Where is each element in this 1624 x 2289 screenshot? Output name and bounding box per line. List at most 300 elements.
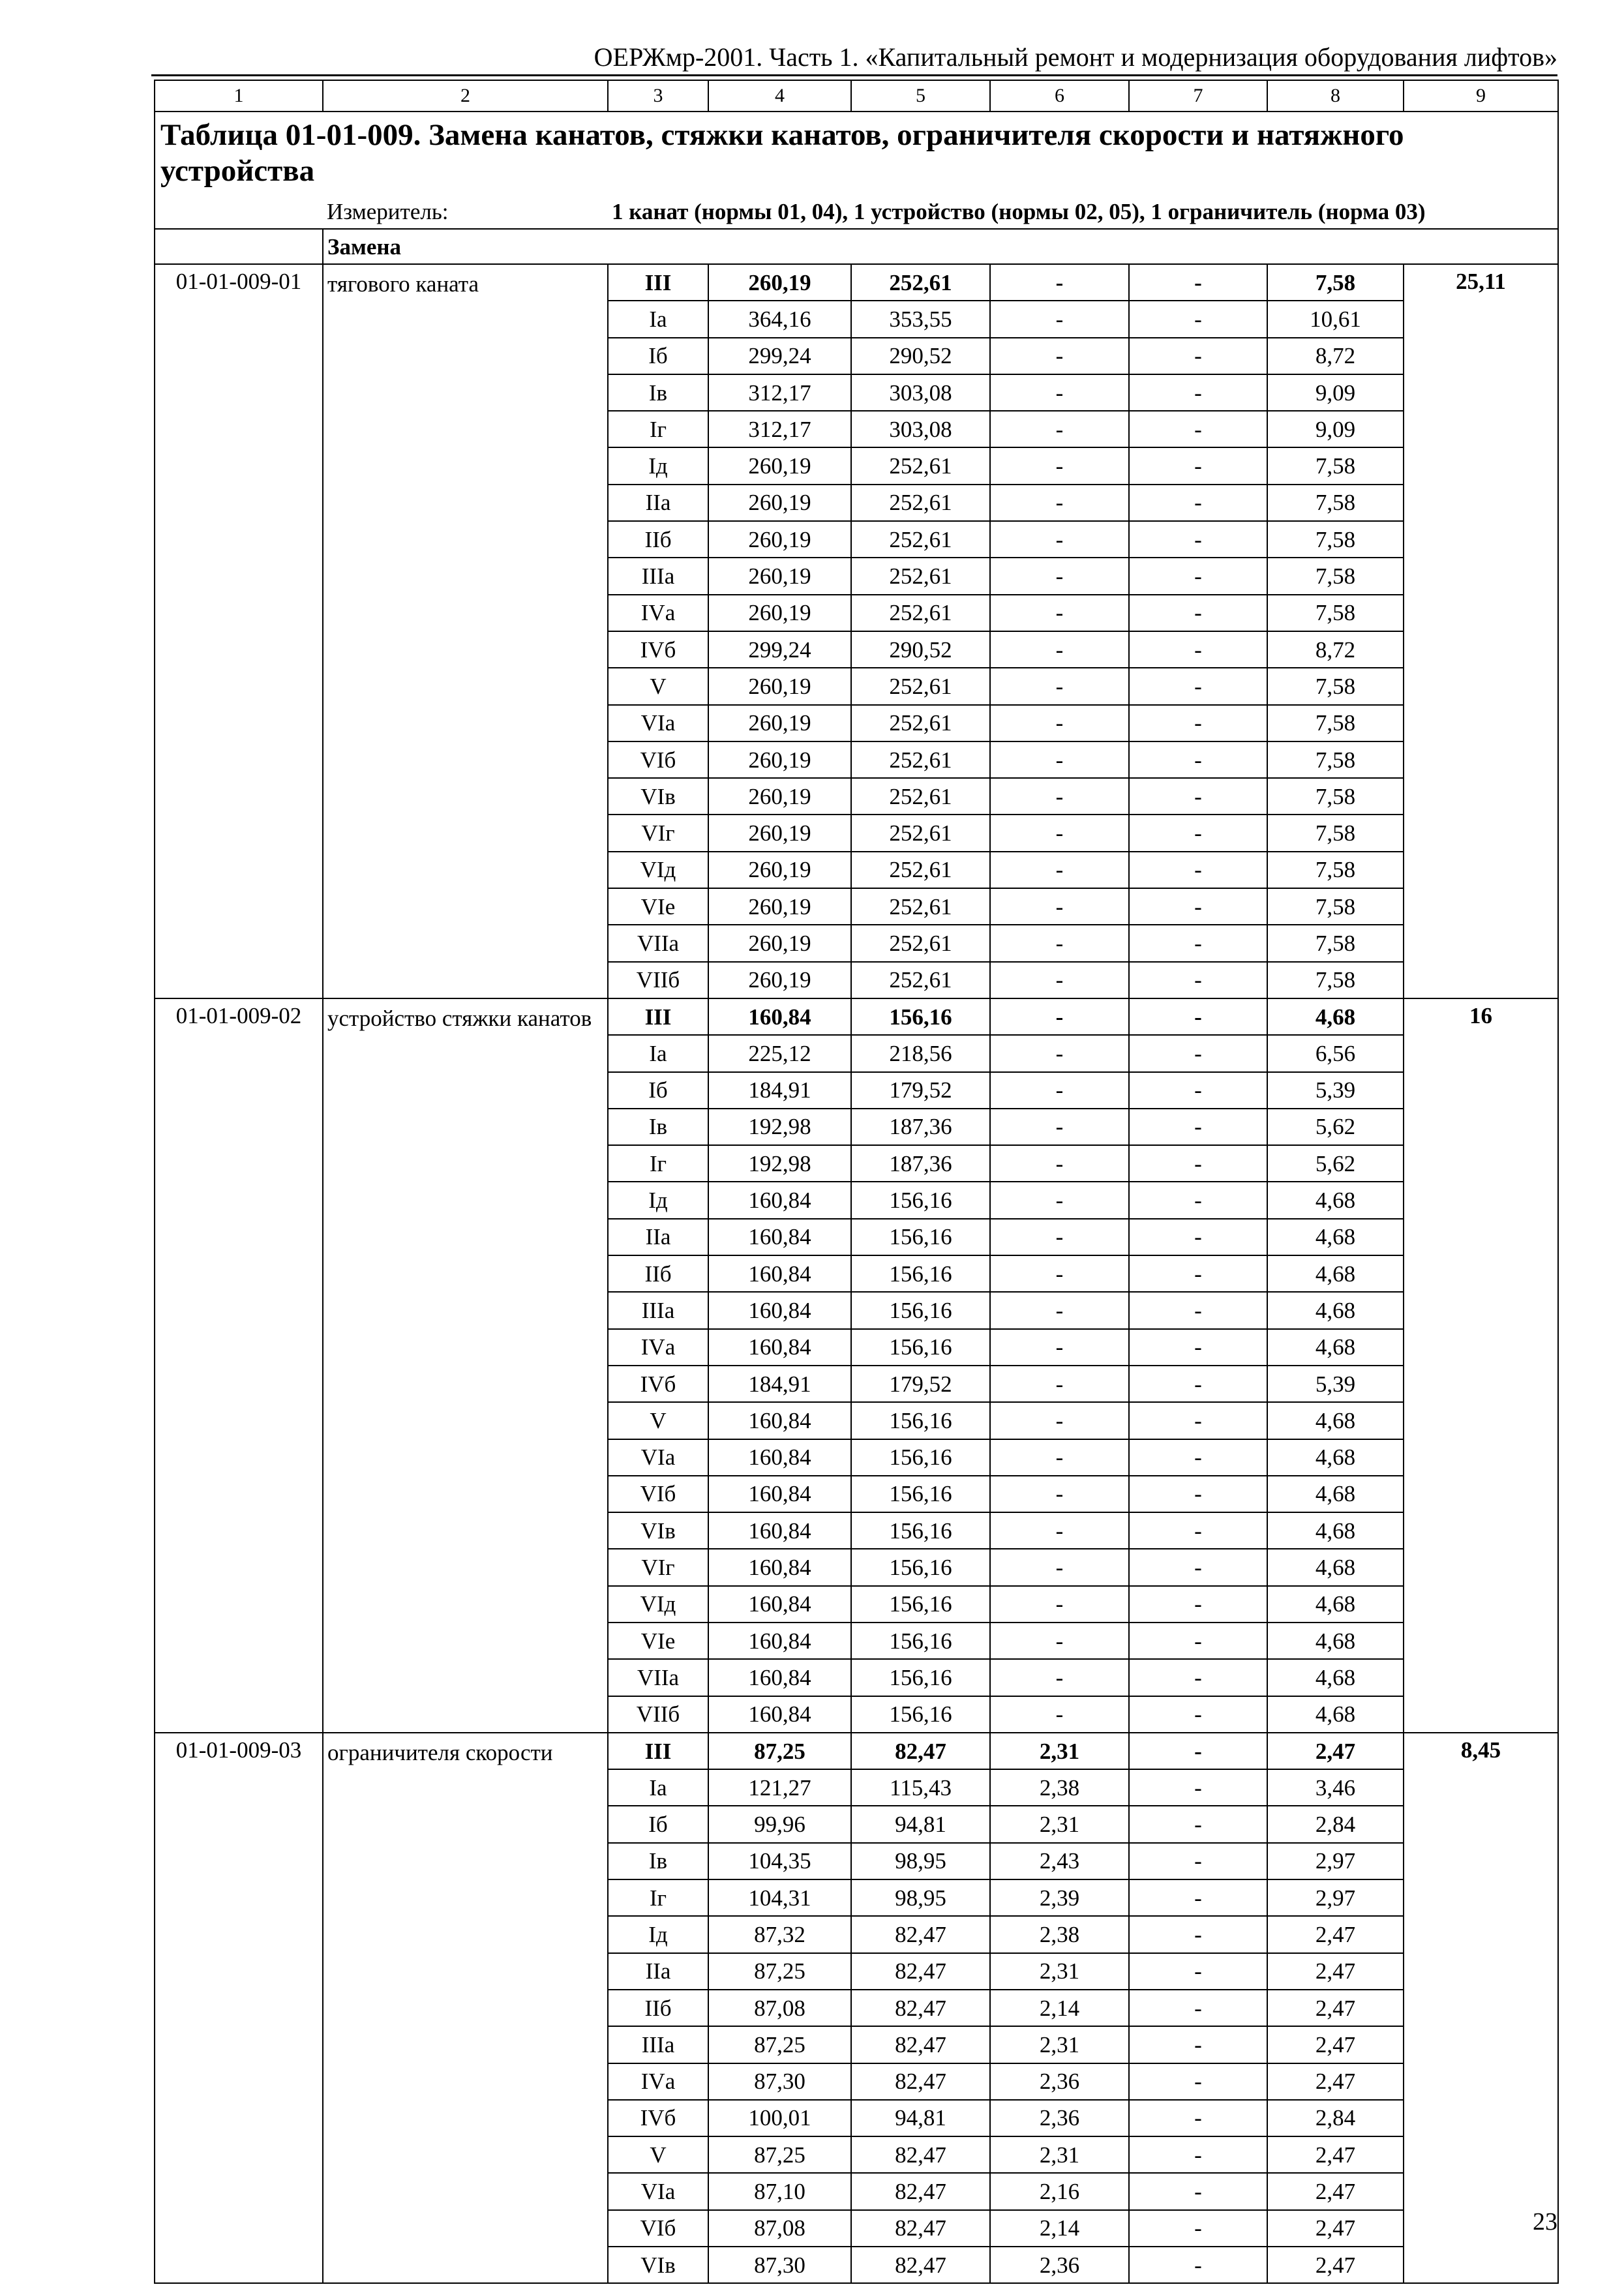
machines-cell: -	[990, 888, 1129, 925]
materials-cell: 7,58	[1267, 852, 1404, 888]
materials-cell: 2,47	[1267, 2026, 1404, 2063]
machines-cell: -	[990, 1219, 1129, 1255]
wages-cell: 115,43	[851, 1769, 990, 1806]
column-number: 9	[1404, 80, 1558, 112]
zone-cell: VIIа	[608, 1659, 708, 1696]
machines-cell: -	[990, 1402, 1129, 1439]
wages-cell: 82,47	[851, 1916, 990, 1952]
column-number: 2	[323, 80, 608, 112]
zone-cell: Iг	[608, 1145, 708, 1182]
machines-cell: -	[990, 1696, 1129, 1733]
wages-cell: 82,47	[851, 2026, 990, 2063]
machines-cell: -	[990, 631, 1129, 668]
column-number: 5	[851, 80, 990, 112]
machines-cell: 2,31	[990, 2026, 1129, 2063]
cost-total-cell: 99,96	[708, 1806, 851, 1842]
machines-cell: -	[990, 264, 1129, 301]
cost-total-cell: 104,35	[708, 1843, 851, 1879]
zone-cell: VIг	[608, 1549, 708, 1585]
materials-cell: 4,68	[1267, 1696, 1404, 1733]
zone-cell: VIб	[608, 2210, 708, 2247]
zone-cell: IIа	[608, 1219, 708, 1255]
wages-cell: 290,52	[851, 631, 990, 668]
cost-total-cell: 87,30	[708, 2247, 851, 2283]
wages-cell: 252,61	[851, 778, 990, 815]
cost-total-cell: 260,19	[708, 668, 851, 704]
machinists-wages-cell: -	[1129, 852, 1267, 888]
materials-cell: 7,58	[1267, 668, 1404, 704]
machinists-wages-cell: -	[1129, 1696, 1267, 1733]
cost-total-cell: 260,19	[708, 815, 851, 851]
labor-cost-cell: 8,45	[1404, 1733, 1558, 2283]
zone-cell: IVб	[608, 1366, 708, 1402]
norms-table	[154, 80, 1559, 2284]
zone-cell: Iб	[608, 338, 708, 374]
zone-cell: Iг	[608, 411, 708, 447]
zone-cell: VIг	[608, 815, 708, 851]
cost-total-cell: 87,25	[708, 2026, 851, 2063]
materials-cell: 4,68	[1267, 1659, 1404, 1696]
zone-cell: IIIа	[608, 2026, 708, 2063]
cost-total-cell: 160,84	[708, 1329, 851, 1366]
materials-cell: 4,68	[1267, 1329, 1404, 1366]
machinists-wages-cell: -	[1129, 631, 1267, 668]
norm-code: 01-01-009-03	[155, 1733, 323, 2283]
zone-cell: IIIа	[608, 1292, 708, 1328]
wages-cell: 179,52	[851, 1072, 990, 1109]
machines-cell: -	[990, 1439, 1129, 1476]
zone-cell: IIб	[608, 521, 708, 558]
machinists-wages-cell: -	[1129, 2026, 1267, 2063]
machinists-wages-cell: -	[1129, 1733, 1267, 1769]
zone-cell: VIд	[608, 852, 708, 888]
materials-cell: 4,68	[1267, 1402, 1404, 1439]
machines-cell: -	[990, 1549, 1129, 1585]
wages-cell: 98,95	[851, 1843, 990, 1879]
zone-cell: Iд	[608, 447, 708, 484]
materials-cell: 7,58	[1267, 741, 1404, 778]
zone-cell: Iа	[608, 1035, 708, 1071]
materials-cell: 5,39	[1267, 1072, 1404, 1109]
machinists-wages-cell: -	[1129, 741, 1267, 778]
norm-name: тягового каната	[323, 264, 608, 998]
machines-cell: -	[990, 1145, 1129, 1182]
norm-code: 01-01-009-02	[155, 998, 323, 1733]
machinists-wages-cell: -	[1129, 1549, 1267, 1585]
column-number-row	[155, 80, 1558, 112]
materials-cell: 7,58	[1267, 815, 1404, 851]
zone-cell: VIб	[608, 741, 708, 778]
machines-cell: -	[990, 595, 1129, 631]
cost-total-cell: 160,84	[708, 1549, 851, 1585]
zone-cell: IVа	[608, 1329, 708, 1366]
machines-cell: -	[990, 815, 1129, 851]
machinists-wages-cell: -	[1129, 1476, 1267, 1512]
materials-cell: 5,39	[1267, 1366, 1404, 1402]
machinists-wages-cell: -	[1129, 447, 1267, 484]
cost-total-cell: 87,08	[708, 1990, 851, 2026]
zone-cell: VIа	[608, 2173, 708, 2209]
wages-cell: 156,16	[851, 1586, 990, 1623]
machines-cell: 2,31	[990, 2136, 1129, 2173]
materials-cell: 3,46	[1267, 1769, 1404, 1806]
machines-cell: -	[990, 374, 1129, 411]
machines-cell: -	[990, 925, 1129, 961]
machinists-wages-cell: -	[1129, 1512, 1267, 1549]
machinists-wages-cell: -	[1129, 1366, 1267, 1402]
cost-total-cell: 160,84	[708, 1659, 851, 1696]
materials-cell: 5,62	[1267, 1109, 1404, 1145]
cost-total-cell: 184,91	[708, 1366, 851, 1402]
zone-cell: VIд	[608, 1586, 708, 1623]
wages-cell: 82,47	[851, 2173, 990, 2209]
materials-cell: 10,61	[1267, 301, 1404, 337]
machinists-wages-cell: -	[1129, 1182, 1267, 1218]
wages-cell: 156,16	[851, 998, 990, 1035]
machines-cell: -	[990, 705, 1129, 741]
machinists-wages-cell: -	[1129, 1439, 1267, 1476]
materials-cell: 4,68	[1267, 1549, 1404, 1585]
wages-cell: 252,61	[851, 925, 990, 961]
materials-cell: 2,47	[1267, 2136, 1404, 2173]
materials-cell: 4,68	[1267, 1512, 1404, 1549]
materials-cell: 4,68	[1267, 1182, 1404, 1218]
materials-cell: 9,09	[1267, 374, 1404, 411]
machinists-wages-cell: -	[1129, 2247, 1267, 2283]
wages-cell: 82,47	[851, 2136, 990, 2173]
norm-name: ограничителя скорости	[323, 1733, 608, 2283]
machinists-wages-cell: -	[1129, 1916, 1267, 1952]
materials-cell: 2,97	[1267, 1879, 1404, 1916]
materials-cell: 2,47	[1267, 2247, 1404, 2283]
cost-total-cell: 260,19	[708, 447, 851, 484]
materials-cell: 7,58	[1267, 447, 1404, 484]
cost-total-cell: 160,84	[708, 1696, 851, 1733]
wages-cell: 290,52	[851, 338, 990, 374]
cost-total-cell: 160,84	[708, 1182, 851, 1218]
wages-cell: 218,56	[851, 1035, 990, 1071]
materials-cell: 4,68	[1267, 1219, 1404, 1255]
machines-cell: 2,14	[990, 2210, 1129, 2247]
materials-cell: 2,47	[1267, 2173, 1404, 2209]
cost-total-cell: 260,19	[708, 558, 851, 594]
wages-cell: 156,16	[851, 1439, 990, 1476]
machinists-wages-cell: -	[1129, 595, 1267, 631]
machines-cell: -	[990, 521, 1129, 558]
materials-cell: 2,84	[1267, 1806, 1404, 1842]
materials-cell: 4,68	[1267, 1476, 1404, 1512]
machinists-wages-cell: -	[1129, 778, 1267, 815]
zone-cell: Iв	[608, 1843, 708, 1879]
wages-cell: 82,47	[851, 1990, 990, 2026]
materials-cell: 7,58	[1267, 705, 1404, 741]
machines-cell: -	[990, 741, 1129, 778]
section-row	[155, 229, 1558, 264]
zone-cell: Iг	[608, 1879, 708, 1916]
machinists-wages-cell: -	[1129, 411, 1267, 447]
materials-cell: 7,58	[1267, 558, 1404, 594]
zone-cell: VIв	[608, 1512, 708, 1549]
wages-cell: 179,52	[851, 1366, 990, 1402]
zone-cell: Iв	[608, 1109, 708, 1145]
table-row	[155, 264, 1558, 301]
machinists-wages-cell: -	[1129, 1953, 1267, 1990]
zone-cell: IIIа	[608, 558, 708, 594]
wages-cell: 252,61	[851, 705, 990, 741]
machinists-wages-cell: -	[1129, 998, 1267, 1035]
machinists-wages-cell: -	[1129, 2100, 1267, 2136]
cost-total-cell: 312,17	[708, 411, 851, 447]
machines-cell: -	[990, 668, 1129, 704]
column-number: 4	[708, 80, 851, 112]
materials-cell: 2,97	[1267, 1843, 1404, 1879]
machines-cell: 2,31	[990, 1806, 1129, 1842]
wages-cell: 94,81	[851, 1806, 990, 1842]
cost-total-cell: 260,19	[708, 852, 851, 888]
wages-cell: 156,16	[851, 1219, 990, 1255]
materials-cell: 8,72	[1267, 631, 1404, 668]
machines-cell: 2,31	[990, 1733, 1129, 1769]
cost-total-cell: 160,84	[708, 1292, 851, 1328]
materials-cell: 2,47	[1267, 2063, 1404, 2100]
wages-cell: 156,16	[851, 1255, 990, 1292]
column-number: 1	[155, 80, 323, 112]
machinists-wages-cell: -	[1129, 2210, 1267, 2247]
machines-cell: 2,36	[990, 2247, 1129, 2283]
machinists-wages-cell: -	[1129, 1879, 1267, 1916]
materials-cell: 7,58	[1267, 962, 1404, 998]
cost-total-cell: 260,19	[708, 778, 851, 815]
machines-cell: -	[990, 852, 1129, 888]
machinists-wages-cell: -	[1129, 1219, 1267, 1255]
cost-total-cell: 260,19	[708, 888, 851, 925]
wages-cell: 156,16	[851, 1402, 990, 1439]
cost-total-cell: 364,16	[708, 301, 851, 337]
cost-total-cell: 260,19	[708, 264, 851, 301]
machines-cell: 2,16	[990, 2173, 1129, 2209]
machines-cell: -	[990, 1109, 1129, 1145]
materials-cell: 9,09	[1267, 411, 1404, 447]
materials-cell: 2,47	[1267, 1953, 1404, 1990]
machines-cell: 2,38	[990, 1769, 1129, 1806]
machines-cell: -	[990, 1366, 1129, 1402]
machinists-wages-cell: -	[1129, 374, 1267, 411]
wages-cell: 252,61	[851, 815, 990, 851]
materials-cell: 5,62	[1267, 1145, 1404, 1182]
machinists-wages-cell: -	[1129, 1035, 1267, 1071]
machines-cell: -	[990, 778, 1129, 815]
cost-total-cell: 87,08	[708, 2210, 851, 2247]
materials-cell: 4,68	[1267, 1439, 1404, 1476]
cost-total-cell: 260,19	[708, 485, 851, 521]
cost-total-cell: 160,84	[708, 1402, 851, 1439]
wages-cell: 252,61	[851, 447, 990, 484]
column-number: 6	[990, 80, 1129, 112]
wages-cell: 156,16	[851, 1476, 990, 1512]
wages-cell: 187,36	[851, 1109, 990, 1145]
labor-cost-cell: 25,11	[1404, 264, 1558, 998]
machinists-wages-cell: -	[1129, 1402, 1267, 1439]
machinists-wages-cell: -	[1129, 1072, 1267, 1109]
machinists-wages-cell: -	[1129, 1990, 1267, 2026]
materials-cell: 2,47	[1267, 1733, 1404, 1769]
zone-cell: V	[608, 1402, 708, 1439]
machines-cell: -	[990, 411, 1129, 447]
materials-cell: 2,47	[1267, 2210, 1404, 2247]
zone-cell: Iа	[608, 301, 708, 337]
materials-cell: 7,58	[1267, 925, 1404, 961]
machines-cell: -	[990, 1035, 1129, 1071]
cost-total-cell: 104,31	[708, 1879, 851, 1916]
machines-cell: -	[990, 485, 1129, 521]
zone-cell: VIе	[608, 1623, 708, 1659]
zone-cell: VIа	[608, 705, 708, 741]
wages-cell: 156,16	[851, 1659, 990, 1696]
machinists-wages-cell: -	[1129, 1255, 1267, 1292]
zone-cell: III	[608, 264, 708, 301]
wages-cell: 252,61	[851, 962, 990, 998]
machinists-wages-cell: -	[1129, 2173, 1267, 2209]
machinists-wages-cell: -	[1129, 2136, 1267, 2173]
zone-cell: IIа	[608, 485, 708, 521]
cost-total-cell: 160,84	[708, 1586, 851, 1623]
zone-cell: VIIб	[608, 962, 708, 998]
zone-cell: IVб	[608, 631, 708, 668]
cost-total-cell: 87,25	[708, 1953, 851, 1990]
cost-total-cell: 260,19	[708, 521, 851, 558]
zone-cell: VIа	[608, 1439, 708, 1476]
materials-cell: 7,58	[1267, 778, 1404, 815]
cost-total-cell: 160,84	[708, 1623, 851, 1659]
wages-cell: 252,61	[851, 595, 990, 631]
machinists-wages-cell: -	[1129, 1659, 1267, 1696]
wages-cell: 156,16	[851, 1329, 990, 1366]
meter-text: 1 канат (нормы 01, 04), 1 устройство (нормы 02, 05), 1 ограничитель (норма 03)	[608, 194, 1558, 229]
materials-cell: 7,58	[1267, 521, 1404, 558]
machines-cell: -	[990, 1182, 1129, 1218]
materials-cell: 4,68	[1267, 998, 1404, 1035]
materials-cell: 2,47	[1267, 1990, 1404, 2026]
machinists-wages-cell: -	[1129, 1329, 1267, 1366]
machines-cell: -	[990, 1476, 1129, 1512]
machines-cell: -	[990, 1329, 1129, 1366]
wages-cell: 156,16	[851, 1292, 990, 1328]
table-row	[155, 1733, 1558, 1769]
cost-total-cell: 192,98	[708, 1109, 851, 1145]
machines-cell: -	[990, 1255, 1129, 1292]
machinists-wages-cell: -	[1129, 668, 1267, 704]
machinists-wages-cell: -	[1129, 705, 1267, 741]
table-title: Таблица 01-01-009. Замена канатов, стяжки канатов, ограничителя скорости и натяжного устройства	[155, 112, 1558, 194]
cost-total-cell: 160,84	[708, 1219, 851, 1255]
zone-cell: Iа	[608, 1769, 708, 1806]
zone-cell: VIIа	[608, 925, 708, 961]
machines-cell: 2,43	[990, 1843, 1129, 1879]
machinists-wages-cell: -	[1129, 1145, 1267, 1182]
machines-cell: -	[990, 1659, 1129, 1696]
wages-cell: 252,61	[851, 558, 990, 594]
table-row	[155, 998, 1558, 1035]
column-number: 8	[1267, 80, 1404, 112]
cost-total-cell: 184,91	[708, 1072, 851, 1109]
materials-cell: 7,58	[1267, 595, 1404, 631]
zone-cell: VIIб	[608, 1696, 708, 1733]
machinists-wages-cell: -	[1129, 2063, 1267, 2100]
wages-cell: 82,47	[851, 1953, 990, 1990]
materials-cell: 4,68	[1267, 1586, 1404, 1623]
machines-cell: -	[990, 1292, 1129, 1328]
running-header: ОЕРЖмр-2001. Часть 1. «Капитальный ремонт и модернизация оборудования лифтов»	[594, 42, 1557, 72]
zone-cell: VIв	[608, 2247, 708, 2283]
section-title: Замена	[323, 229, 1558, 264]
wages-cell: 156,16	[851, 1182, 990, 1218]
machines-cell: -	[990, 558, 1129, 594]
wages-cell: 252,61	[851, 741, 990, 778]
zone-cell: III	[608, 1733, 708, 1769]
machines-cell: -	[990, 1586, 1129, 1623]
meter-label: Измеритель:	[323, 194, 608, 229]
machinists-wages-cell: -	[1129, 1292, 1267, 1328]
machines-cell: -	[990, 1072, 1129, 1109]
cost-total-cell: 121,27	[708, 1769, 851, 1806]
wages-cell: 156,16	[851, 1512, 990, 1549]
machinists-wages-cell: -	[1129, 815, 1267, 851]
wages-cell: 82,47	[851, 2063, 990, 2100]
machines-cell: -	[990, 447, 1129, 484]
wages-cell: 156,16	[851, 1549, 990, 1585]
zone-cell: IIб	[608, 1255, 708, 1292]
cost-total-cell: 87,10	[708, 2173, 851, 2209]
wages-cell: 98,95	[851, 1879, 990, 1916]
materials-cell: 7,58	[1267, 888, 1404, 925]
wages-cell: 82,47	[851, 2210, 990, 2247]
zone-cell: Iб	[608, 1072, 708, 1109]
header-rule	[151, 74, 1557, 76]
zone-cell: IIа	[608, 1953, 708, 1990]
machines-cell: -	[990, 962, 1129, 998]
norm-name: устройство стяжки канатов	[323, 998, 608, 1733]
zone-cell: IVб	[608, 2100, 708, 2136]
cost-total-cell: 260,19	[708, 962, 851, 998]
machinists-wages-cell: -	[1129, 1623, 1267, 1659]
cost-total-cell: 260,19	[708, 595, 851, 631]
wages-cell: 156,16	[851, 1623, 990, 1659]
machinists-wages-cell: -	[1129, 1806, 1267, 1842]
wages-cell: 252,61	[851, 668, 990, 704]
cost-total-cell: 312,17	[708, 374, 851, 411]
machinists-wages-cell: -	[1129, 962, 1267, 998]
machinists-wages-cell: -	[1129, 521, 1267, 558]
zone-cell: VIб	[608, 1476, 708, 1512]
machines-cell: 2,36	[990, 2063, 1129, 2100]
wages-cell: 94,81	[851, 2100, 990, 2136]
wages-cell: 252,61	[851, 264, 990, 301]
cost-total-cell: 160,84	[708, 1476, 851, 1512]
cost-total-cell: 260,19	[708, 741, 851, 778]
machines-cell: -	[990, 301, 1129, 337]
wages-cell: 353,55	[851, 301, 990, 337]
cost-total-cell: 87,30	[708, 2063, 851, 2100]
machinists-wages-cell: -	[1129, 485, 1267, 521]
wages-cell: 252,61	[851, 485, 990, 521]
zone-cell: IVа	[608, 595, 708, 631]
zone-cell: VIе	[608, 888, 708, 925]
wages-cell: 303,08	[851, 374, 990, 411]
machines-cell: -	[990, 998, 1129, 1035]
zone-cell: IVа	[608, 2063, 708, 2100]
machines-cell: 2,38	[990, 1916, 1129, 1952]
machinists-wages-cell: -	[1129, 1769, 1267, 1806]
